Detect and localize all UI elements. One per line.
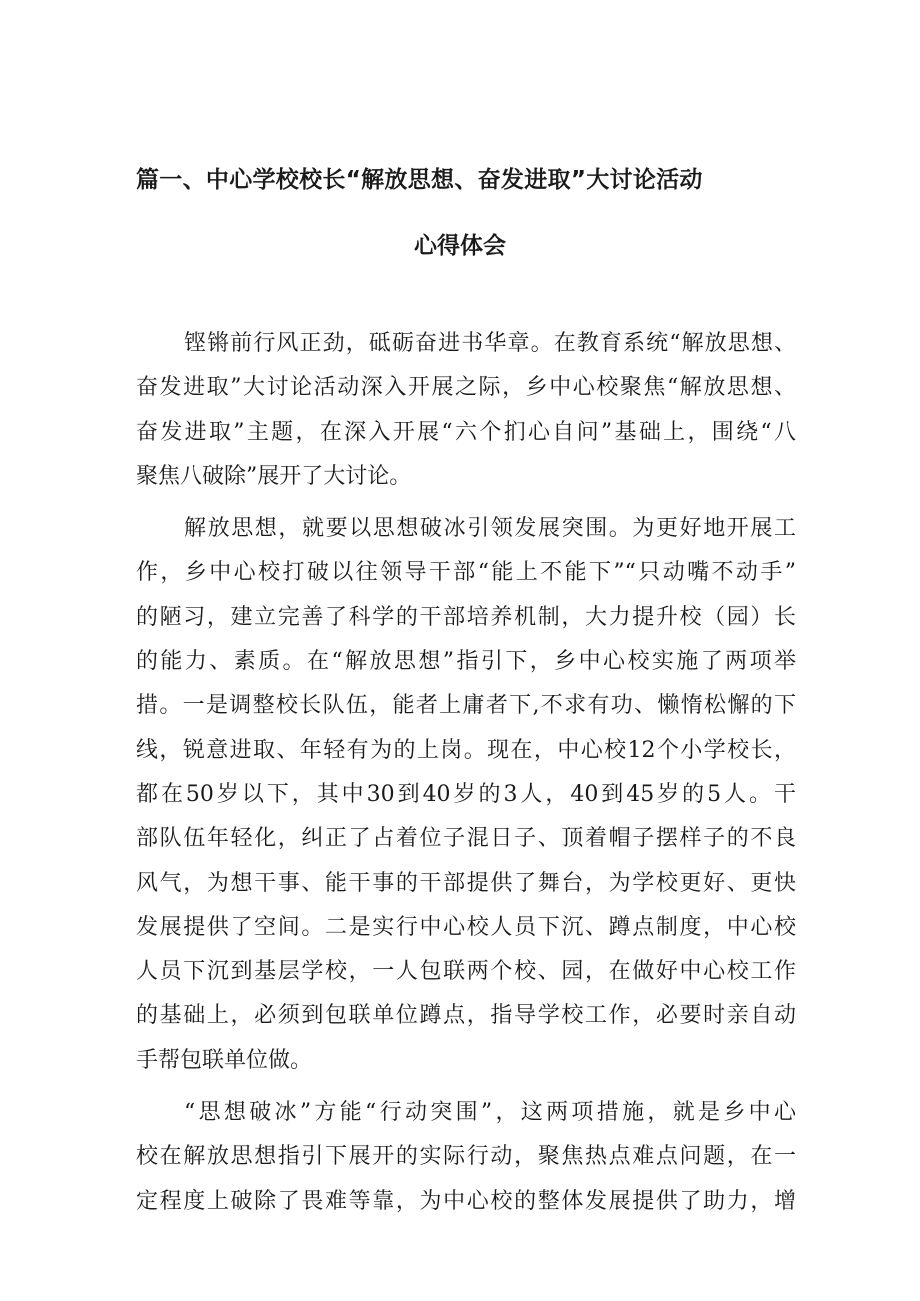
- paragraph-2: [136, 507, 796, 1083]
- document-body: [136, 322, 796, 1224]
- paragraph-line: 作，乡中心校打破以往领导干部“能上不能下”“只动嘴不动手”: [136, 560, 796, 586]
- paragraph-3: [136, 1091, 796, 1224]
- paragraph-line: 线，锐意进取、年轻有为的上岗。现在，中心校12个小学校长，: [136, 737, 796, 763]
- paragraph-line: 奋发进取”大讨论活动深入开展之际，乡中心校聚焦“解放思想、: [136, 375, 796, 401]
- paragraph-line: 部队伍年轻化，纠正了占着位子混日子、顶着帽子摆样子的不良: [136, 826, 796, 852]
- paragraph-line: 聚焦八破除”展开了大讨论。: [136, 463, 412, 489]
- paragraph-line: 定程度上破除了畏难等靠，为中心校的整体发展提供了助力，增: [136, 1188, 796, 1214]
- document-subtitle: 心得体会: [414, 233, 506, 259]
- paragraph-line: “思想破冰”方能“行动突围”，这两项措施，就是乡中心: [184, 1100, 796, 1126]
- paragraph-line: 解放思想，就要以思想破冰引领发展突围。为更好地开展工: [184, 516, 796, 542]
- paragraph-line: 人员下沉到基层学校，一人包联两个校、园，在做好中心校工作: [136, 959, 796, 985]
- paragraph-line: 都在50岁以下，其中30到40岁的3人，40到45岁的5人。干: [136, 781, 796, 807]
- paragraph-line: 的能力、素质。在“解放思想”指引下，乡中心校实施了两项举: [136, 649, 796, 675]
- paragraph-line: 奋发进取”主题，在深入开展“六个扪心自问”基础上，围绕“八: [136, 419, 796, 445]
- paragraph-line: 风气，为想干事、能干事的干部提供了舞台，为学校更好、更快: [136, 870, 796, 896]
- document-title: 篇一、中心学校校长“解放思想、奋发进取”大讨论活动: [136, 167, 703, 193]
- paragraph-line: 铿锵前行风正劲，砥砺奋进书华章。在教育系统“解放思想、: [184, 331, 796, 356]
- paragraph-line: 的陋习，建立完善了科学的干部培养机制，大力提升校（园）长: [136, 604, 796, 630]
- paragraph-line: 校在解放思想指引下展开的实际行动，聚焦热点难点问题，在一: [136, 1144, 796, 1170]
- paragraph-line: 发展提供了空间。二是实行中心校人员下沉、蹲点制度，中心校: [136, 914, 796, 940]
- paragraph-line: 措。一是调整校长队伍，能者上庸者下,不求有功、懒惰松懈的下: [136, 693, 796, 719]
- paragraph-1: [136, 322, 796, 499]
- paragraph-line: 的基础上，必须到包联单位蹲点，指导学校工作，必要时亲自动: [136, 1003, 796, 1029]
- paragraph-line: 手帮包联单位做。: [136, 1047, 313, 1073]
